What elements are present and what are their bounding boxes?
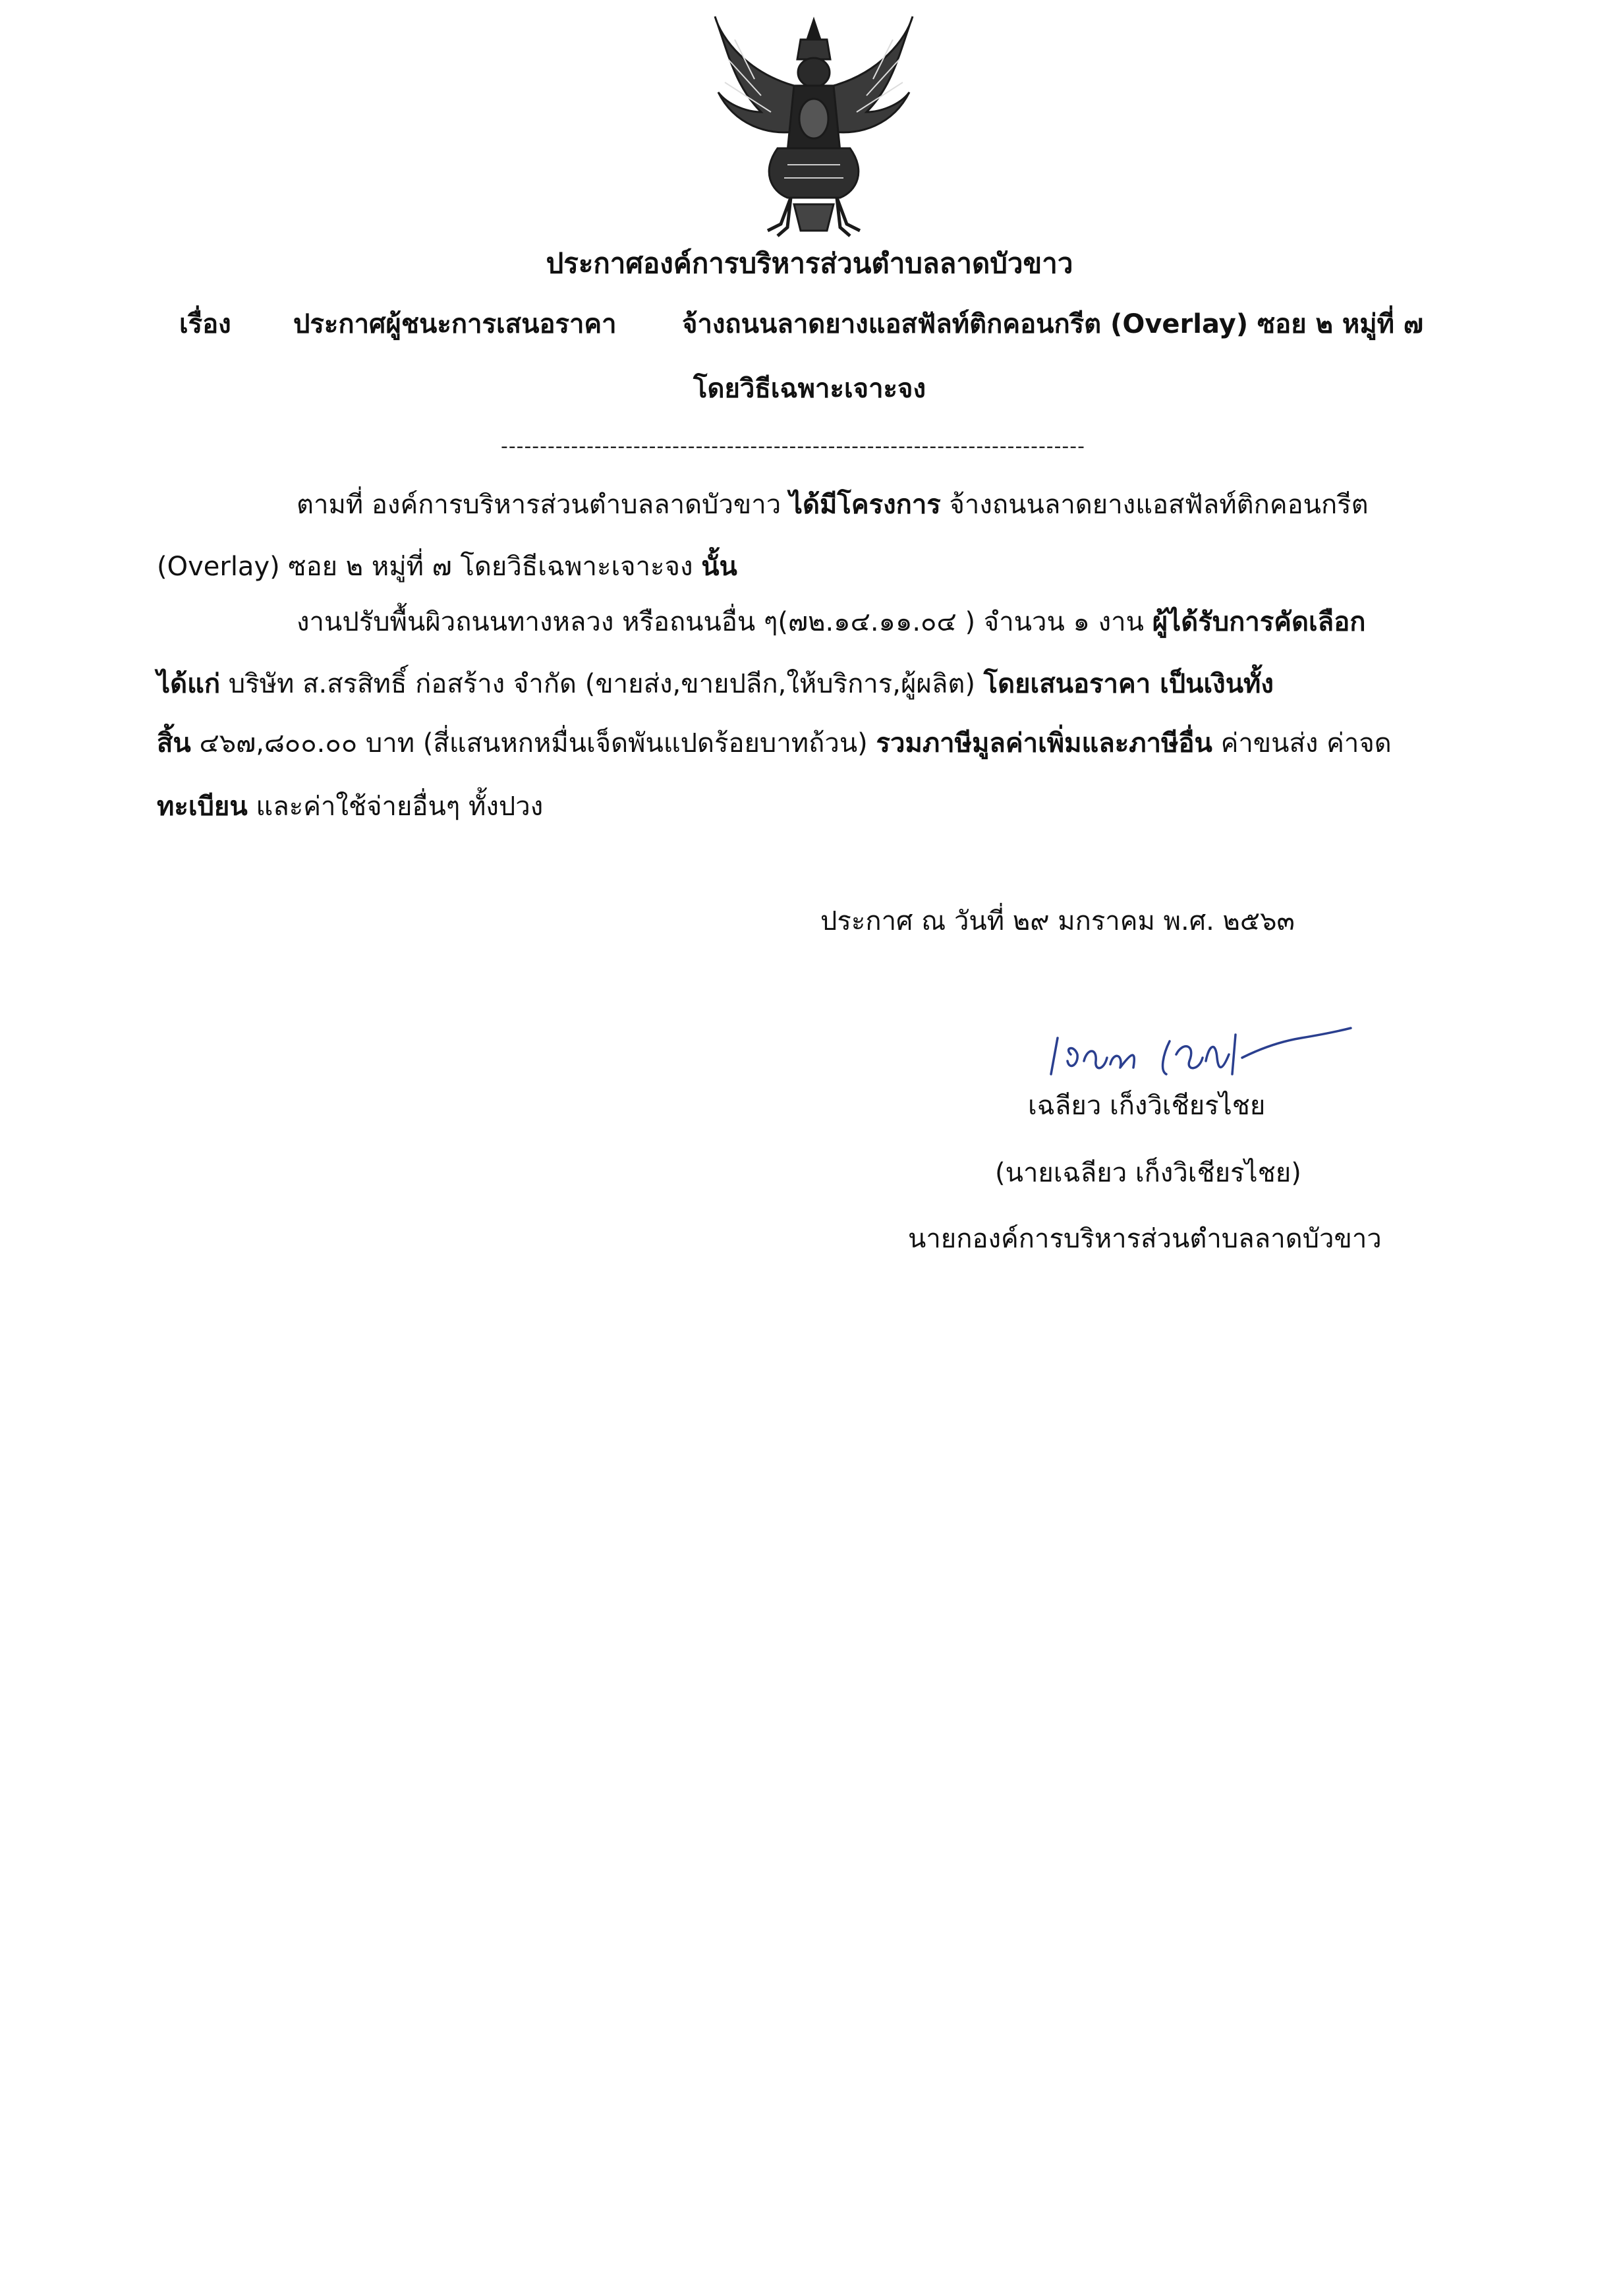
paragraph-2-line-2 bbox=[157, 666, 1274, 703]
paragraph-2-line-3 bbox=[157, 725, 1392, 762]
p2-text-j: ทะเบียน bbox=[157, 791, 248, 822]
handwritten-signature bbox=[1044, 1008, 1354, 1081]
p2-text-h: รวมภาษีมูลค่าเพิ่มและภาษีอื่น bbox=[876, 728, 1212, 759]
subject-method: โดยวิธีเฉพาะเจาะจง bbox=[693, 374, 926, 404]
announcement-date: ประกาศ ณ วันที่ ๒๙ มกราคม พ.ศ. ๒๕๖๓ bbox=[820, 906, 1295, 936]
signer-full-name: (นายเฉลียว เก็งวิเชียรไชย) bbox=[995, 1158, 1301, 1188]
p2-text-c: ได้แก่ bbox=[157, 669, 221, 699]
paragraph-2-line-1 bbox=[297, 604, 1365, 641]
p1-text-a: ตามที่ องค์การบริหารส่วนตำบลลาดบัวขาว bbox=[297, 490, 789, 520]
announcement-title: ประกาศองค์การบริหารส่วนตำบลลาดบัวขาว bbox=[546, 247, 1073, 279]
p2-text-k: และค่าใช้จ่ายอื่นๆ ทั้งปวง bbox=[247, 791, 544, 822]
p2-text-f: สิ้น bbox=[157, 728, 191, 759]
paragraph-1-line-1 bbox=[297, 486, 1369, 523]
p2-text-i: ค่าขนส่ง ค่าจด bbox=[1212, 728, 1392, 759]
garuda-emblem bbox=[708, 13, 919, 241]
subject-project: จ้างถนนลาดยางแอสฟัลท์ติกคอนกรีต (Overlay) ซอย ๒ หมู่ที่ ๗ bbox=[682, 309, 1423, 339]
p1-text-d: (Overlay) ซอย ๒ หมู่ที่ ๗ โดยวิธีเฉพาะเจาะจง bbox=[157, 552, 702, 582]
signer-position: นายกองค์การบริหารส่วนตำบลลาดบัวขาว bbox=[908, 1224, 1382, 1254]
signer-name: เฉลียว เก็งวิเชียรไชย bbox=[1028, 1091, 1266, 1121]
p2-text-g: ๔๖๗,๘๐๐.๐๐ บาท (สี่แสนหกหมื่นเจ็ดพันแปดร้อยบาทถ้วน) bbox=[190, 728, 876, 759]
p2-text-d: บริษัท ส.สรสิทธิ์ ก่อสร้าง จำกัด (ขายส่ง,ขายปลีก,ให้บริการ,ผู้ผลิต) bbox=[220, 669, 984, 699]
subject-label: เรื่อง bbox=[179, 309, 231, 339]
p1-text-b: ได้มีโครงการ bbox=[789, 490, 941, 520]
paragraph-1-line-2 bbox=[157, 548, 737, 585]
subject-heading: ประกาศผู้ชนะการเสนอราคา bbox=[293, 309, 617, 339]
p2-text-a: งานปรับพื้นผิวถนนทางหลวง หรือถนนอื่น ๆ(๗๒.๑๔.๑๑.๐๔ ) จำนวน ๑ งาน bbox=[297, 607, 1152, 637]
paragraph-2-line-4 bbox=[157, 788, 543, 825]
p1-text-c: จ้างถนนลาดยางแอสฟัลท์ติกคอนกรีต bbox=[940, 490, 1369, 520]
p1-text-e: นั้น bbox=[701, 552, 737, 582]
p2-text-b: ผู้ได้รับการคัดเลือก bbox=[1152, 607, 1366, 637]
p2-text-e: โดยเสนอราคา เป็นเงินทั้ง bbox=[983, 669, 1274, 699]
separator-line: --------------------------------------------------------------------------- bbox=[501, 435, 1085, 458]
